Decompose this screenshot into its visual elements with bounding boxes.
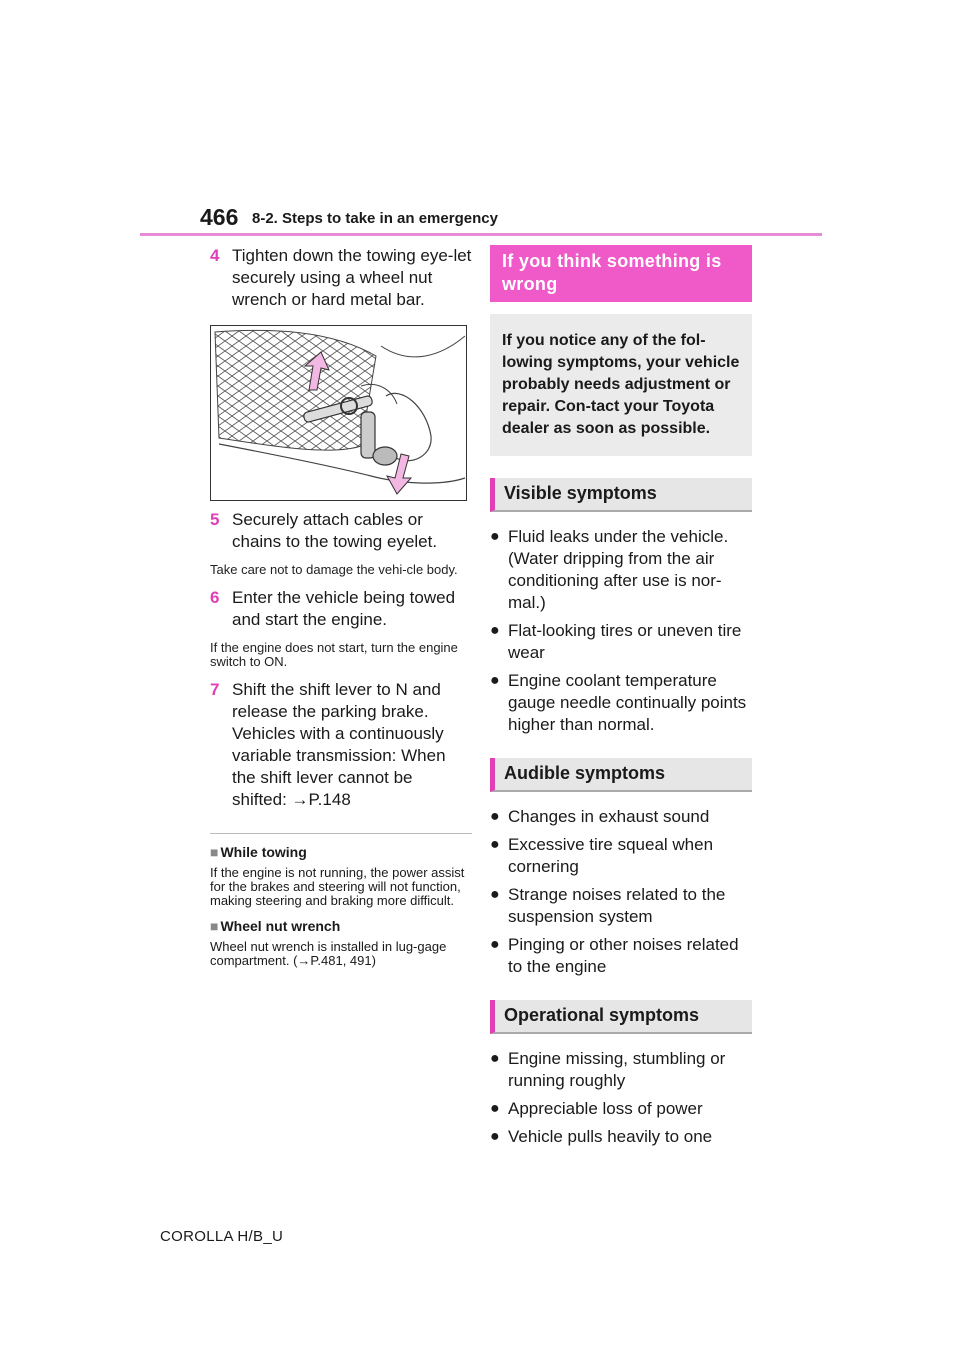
note-text: If the engine is not running, the power assist for the brakes and steering will not function, making steering and braking more difficult. [210,865,465,908]
bullet-icon: ● [490,808,500,825]
list-item-text: Excessive tire squeal when cornering [508,835,714,876]
step-text: Tighten down the towing eye-let securely using a wheel nut wrench or hard metal bar. [232,246,472,309]
footer-model: COROLLA H/B_U [160,1228,284,1245]
note-heading-wheel-nut-wrench [210,918,472,934]
list-item-text: Appreciable loss of power [508,1099,703,1118]
section-divider [210,833,472,834]
intro-box: If you notice any of the fol-lowing symptoms, your vehicle probably needs adjustment or repair. Con-tact your Toyota dealer as soon as possible. [490,314,752,456]
heading-audible-symptoms: Audible symptoms [490,758,752,792]
list-item [490,834,752,878]
step-note: Take care not to damage the vehi-cle body. [210,562,458,577]
list-item-text: Flat-looking tires or uneven tire wear [508,621,742,662]
bullet-icon: ● [490,622,500,639]
note-title: While towing [220,844,307,860]
step-note: If the engine does not start, turn the engine switch to ON. [210,640,458,669]
note-text: Wheel nut wrench is installed in lug-gage compartment. (→P.481, 491) [210,939,447,968]
step-6 [210,587,472,631]
header-rule [140,233,822,236]
list-item [490,806,752,828]
step-text: Enter the vehicle being towed and start the engine. [232,588,456,629]
list-item [490,1126,752,1148]
towing-eyelet-illustration [210,325,467,501]
bullet-icon: ● [490,528,500,545]
list-item-text: Engine coolant temperature gauge needle continually points higher than normal. [508,671,747,734]
list-item [490,1048,752,1092]
list-item-text: Strange noises related to the suspension system [508,885,726,926]
list-item-text: Fluid leaks under the vehicle. (Water dripping from the air conditioning after use is nor-mal.) [508,527,729,612]
step-number: 7 [210,680,220,699]
list-item [490,670,752,736]
bullet-icon: ● [490,836,500,853]
step-number: 6 [210,588,220,607]
step-text: Securely attach cables or chains to the towing eyelet. [232,510,438,551]
step-text: Shift the shift lever to N and release the parking brake. Vehicles with a continuously variable transmission: When the shift lever cannot be shifted: →P.148 [232,680,446,809]
bullet-icon: ● [490,1100,500,1117]
list-item [490,884,752,928]
right-column [490,245,752,1154]
note-title: Wheel nut wrench [220,918,341,934]
list-item [490,1098,752,1120]
list-item-text: Vehicle pulls heavily to one [508,1127,713,1146]
list-item [490,934,752,978]
towing-eyelet-drawing [211,326,466,500]
square-bullet-icon: ■ [210,918,219,934]
step-5 [210,509,472,553]
step-7 [210,679,472,811]
bullet-icon: ● [490,672,500,689]
step-4 [210,245,472,311]
step-number: 5 [210,510,220,529]
list-item [490,526,752,614]
section-title: 8-2. Steps to take in an emergency [252,210,498,227]
step-number: 4 [210,246,220,265]
list-item-text: Engine missing, stumbling or running roughly [508,1049,726,1090]
heading-visible-symptoms: Visible symptoms [490,478,752,512]
page-number: 466 [200,204,239,230]
square-bullet-icon: ■ [210,844,219,860]
list-item-text: Pinging or other noises related to the engine [508,935,739,976]
bullet-icon: ● [490,936,500,953]
bullet-icon: ● [490,1050,500,1067]
bullet-icon: ● [490,886,500,903]
left-column [210,245,472,978]
note-heading-while-towing [210,844,472,860]
list-item-text: Changes in exhaust sound [508,807,710,826]
bullet-icon: ● [490,1128,500,1145]
list-item [490,620,752,664]
heading-operational-symptoms: Operational symptoms [490,1000,752,1034]
topic-title: If you think something is wrong [490,245,752,302]
